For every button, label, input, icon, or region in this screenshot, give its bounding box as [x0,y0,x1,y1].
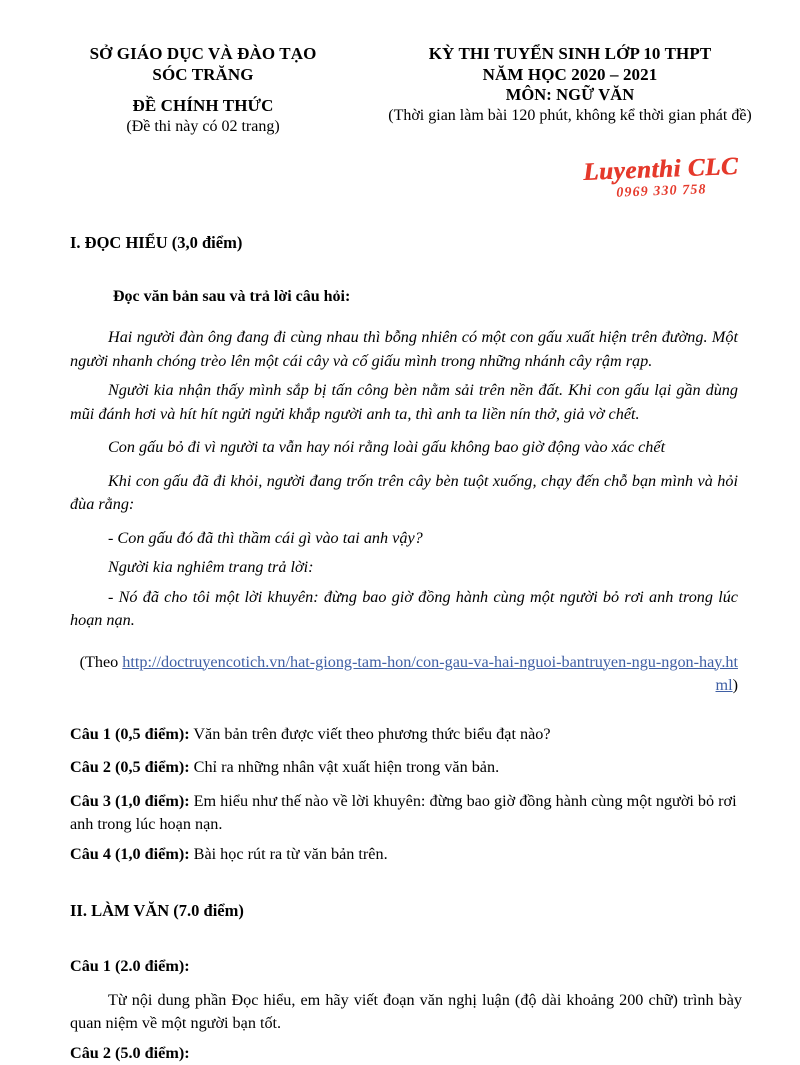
header-left-spacer [38,85,368,96]
spacer [0,780,800,790]
lamvan-q2-label: Câu 2 (5.0 điểm): [70,1043,190,1062]
passage-paragraph-3: Con gấu bỏ đi vì người ta vẫn hay nói rằng loài gấu không bao giờ động vào xác chết [108,438,666,457]
passage-paragraph-7: - Nó đã cho tôi một lời khuyên: đừng bao giờ đồng hành cùng một người bỏ rơi anh trong lúc hoạn nạn. [70,587,738,630]
spacer [0,866,800,900]
section-two-title: II. LÀM VĂN (7.0 điểm) [70,900,244,920]
watermark-brand-text: Luyenthi CLC [582,153,739,186]
watermark-phone-text: 0969 330 758 [616,182,707,201]
question-4-label: Câu 4 (1,0 điểm): [70,844,190,863]
question-item-1 [70,723,742,746]
question-3-text: Em hiểu như thế nào về lời khuyên: đừng bao giờ đồng hành cùng một người bỏ rơi anh trong lúc hoạn nạn. [70,791,737,834]
exam-duration-note: (Thời gian làm bài 120 phút, không kể thời gian phát đề) [388,106,752,124]
passage-source-attribution [70,651,738,697]
section-two-question-2-label [70,1042,742,1065]
source-prefix-text: (Theo [79,652,123,671]
exam-subject-line: MÔN: NGỮ VĂN [505,85,635,105]
passage-paragraph-5: - Con gấu đó đã thì thầm cái gì vào tai anh vậy? [108,528,423,547]
question-item-4 [70,843,742,866]
passage-paragraph-1: Hai người đàn ông đang đi cùng nhau thì bỗng nhiên có một con gấu xuất hiện trên đường. Một người nhanh chóng trèo lên một cái cây và cố giấu mình trong những nhánh cây rậm rạp. [70,328,738,370]
source-suffix-text: ) [732,675,738,694]
question-4-text: Bài học rút ra từ văn bản trên. [189,844,388,863]
section-two-question-1-body: Từ nội dung phần Đọc hiểu, em hãy viết đoạn văn nghị luận (độ dài khoảng 200 chữ) trình bày quan niệm về một người bạn tốt. [70,990,742,1033]
spacer [0,460,800,470]
passage-paragraph-4: Khi con gấu đã đi khỏi, người đang trốn trên cây bèn tuột xuống, chạy đến chỗ bạn mình và hỏi đùa rằng: [70,471,738,514]
page-count-note: (Đề thi này có 02 trang) [126,118,280,136]
spacer [0,979,800,989]
lamvan-q1-label: Câu 1 (2.0 điểm): [70,957,190,976]
passage-paragraph-6: Người kia nghiêm trang trả lời: [108,558,314,577]
reading-instruction: Đọc văn bản sau và trả lời câu hỏi: [113,288,351,306]
spacer [0,308,800,326]
question-2-text: Chỉ ra những nhân vật xuất hiện trong văn bản. [189,758,500,777]
question-1-text: Văn bản trên được viết theo phương thức biểu đạt nào? [189,724,551,743]
spacer [0,517,800,527]
authority-line-1: SỞ GIÁO DỤC VÀ ĐÀO TẠO [89,44,317,63]
official-exam-label: ĐỀ CHÍNH THỨC [132,96,274,116]
question-item-3 [70,790,742,837]
spacer [0,697,800,723]
watermark-logo [565,153,757,204]
section-one-title: I. ĐỌC HIỂU (3,0 điểm) [70,233,243,252]
section-two-question-1-label [70,955,742,978]
spacer [0,921,800,955]
header-right-exam-info [368,44,772,125]
header-left-authority [38,44,368,137]
document-header [0,0,800,137]
passage-paragraph-2: Người kia nhận thấy mình sắp bị tấn công bèn nằm sải trên nền đất. Khi con gấu lại gần dùng mũi đánh hơi và hít hít ngửi ngửi khắp người anh ta, thì anh ta liền nín thở, giả vờ chết. [70,381,738,423]
spacer [0,746,800,756]
exam-title-line-1: KỲ THI TUYỂN SINH LỚP 10 THPT [428,44,712,63]
question-item-2 [70,756,742,779]
question-3-label: Câu 3 (1,0 điểm): [70,791,190,810]
source-url-link[interactable]: http://doctruyencotich.vn/hat-giong-tam-hon/con-gau-va-hai-nguoi-bantruyen-ngu-ngon-hay.html [122,652,738,694]
spacer [0,633,800,651]
authority-line-2: SÓC TRĂNG [152,64,254,84]
spacer [0,253,800,287]
spacer [0,426,800,436]
question-1-label: Câu 1 (0,5 điểm): [70,724,190,743]
question-2-label: Câu 2 (0,5 điểm): [70,758,190,777]
exam-title-line-2: NĂM HỌC 2020 – 2021 [482,64,658,84]
document-body [0,232,800,1065]
